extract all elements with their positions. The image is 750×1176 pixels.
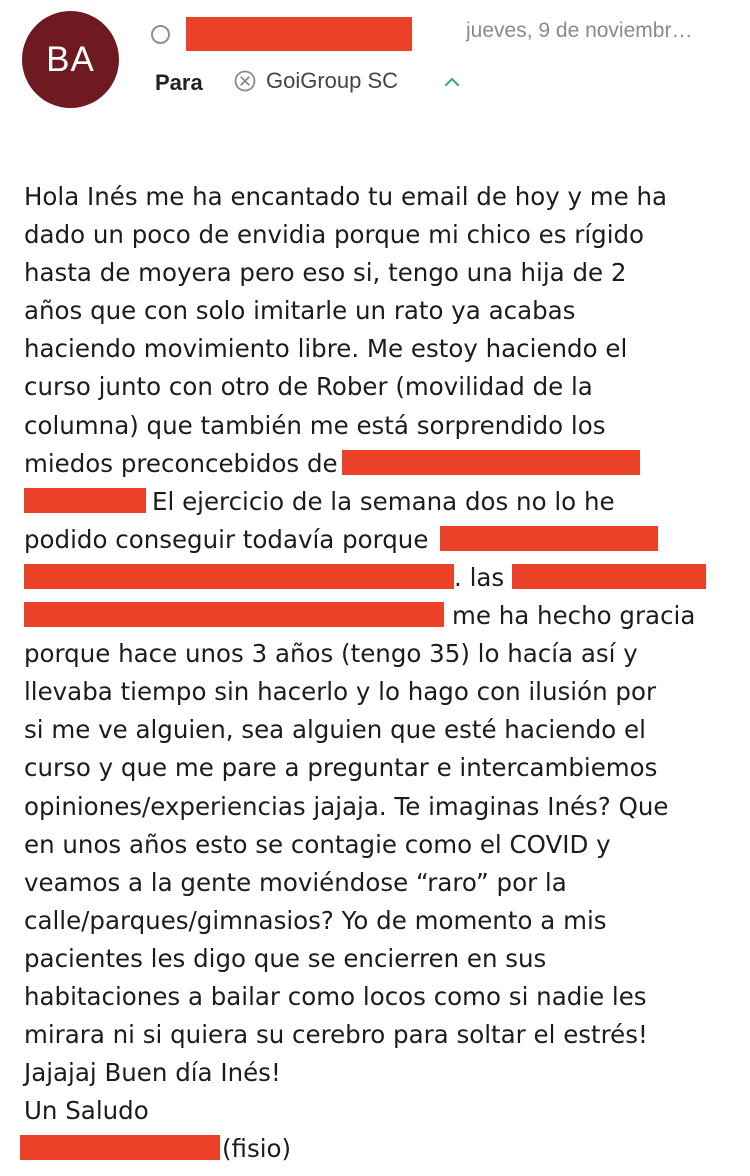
body-line: haciendo movimiento libre. Me estoy haciendo el	[24, 334, 628, 364]
remove-recipient-icon[interactable]	[234, 70, 256, 92]
body-line: porque hace unos 3 años (tengo 35) lo hacía así y	[24, 639, 638, 669]
body-line: opiniones/experiencias jajaja. Te imaginas Inés? Que	[24, 791, 669, 821]
body-line: El ejercicio de la semana dos no lo he	[24, 483, 724, 521]
sender-avatar	[22, 11, 119, 108]
redacted-sender-name	[186, 17, 412, 51]
redacted-text	[512, 564, 706, 589]
body-line: podido conseguir todavía porque	[24, 521, 724, 559]
body-line: mirara ni si quiera su cerebro para soltar el estrés!	[24, 1020, 648, 1050]
body-line: miedos preconcebidos de	[24, 445, 724, 483]
recipient-chip[interactable]	[234, 68, 398, 94]
body-line: calle/parques/gimnasios? Yo de momento a mis	[24, 905, 607, 935]
body-line: (fisio)	[24, 1130, 724, 1168]
body-line: me ha hecho gracia	[24, 597, 724, 635]
redacted-text	[440, 526, 658, 551]
body-line: pacientes les digo que se encierren en sus	[24, 943, 547, 973]
redacted-text	[24, 564, 454, 589]
body-line: columna) que también me está sorprendido los	[24, 410, 606, 440]
redacted-text	[342, 450, 640, 475]
redacted-text	[24, 488, 146, 513]
chevron-up-icon[interactable]	[442, 74, 462, 88]
body-line: curso y que me pare a preguntar e intercambiemos	[24, 753, 658, 783]
body-line: veamos a la gente moviéndose “raro” por la	[24, 867, 567, 897]
body-line: Un Saludo	[24, 1096, 149, 1126]
body-line: . las	[24, 559, 724, 597]
body-line: años que con solo imitarle un rato ya acabas	[24, 296, 576, 326]
body-line: si me ve alguien, sea alguien que esté haciendo el	[24, 715, 646, 745]
redacted-text	[24, 602, 444, 627]
body-line: curso junto con otro de Rober (movilidad de la	[24, 372, 593, 402]
avatar-initials: BA	[46, 39, 95, 79]
body-line: Jajajaj Buen día Inés!	[24, 1058, 281, 1088]
email-date: jueves, 9 de noviembr…	[466, 19, 693, 42]
body-line: Hola Inés me ha encantado tu email de hoy y me ha	[24, 182, 668, 211]
status-circle-icon	[151, 25, 170, 44]
email-body	[24, 178, 724, 1168]
to-label: Para	[155, 70, 203, 95]
body-line: dado un poco de envidia porque mi chico es rígido	[24, 220, 645, 250]
body-line: en unos años esto se contagie como el COVID y	[24, 829, 611, 859]
body-line: habitaciones a bailar como locos como si nadie les	[24, 981, 647, 1011]
redacted-signature	[20, 1135, 220, 1160]
body-line: hasta de moyera pero eso si, tengo una hija de 2	[24, 258, 627, 288]
recipient-name: GoiGroup SC	[266, 68, 399, 93]
body-line: llevaba tiempo sin hacerlo y lo hago con ilusión por	[24, 677, 657, 707]
